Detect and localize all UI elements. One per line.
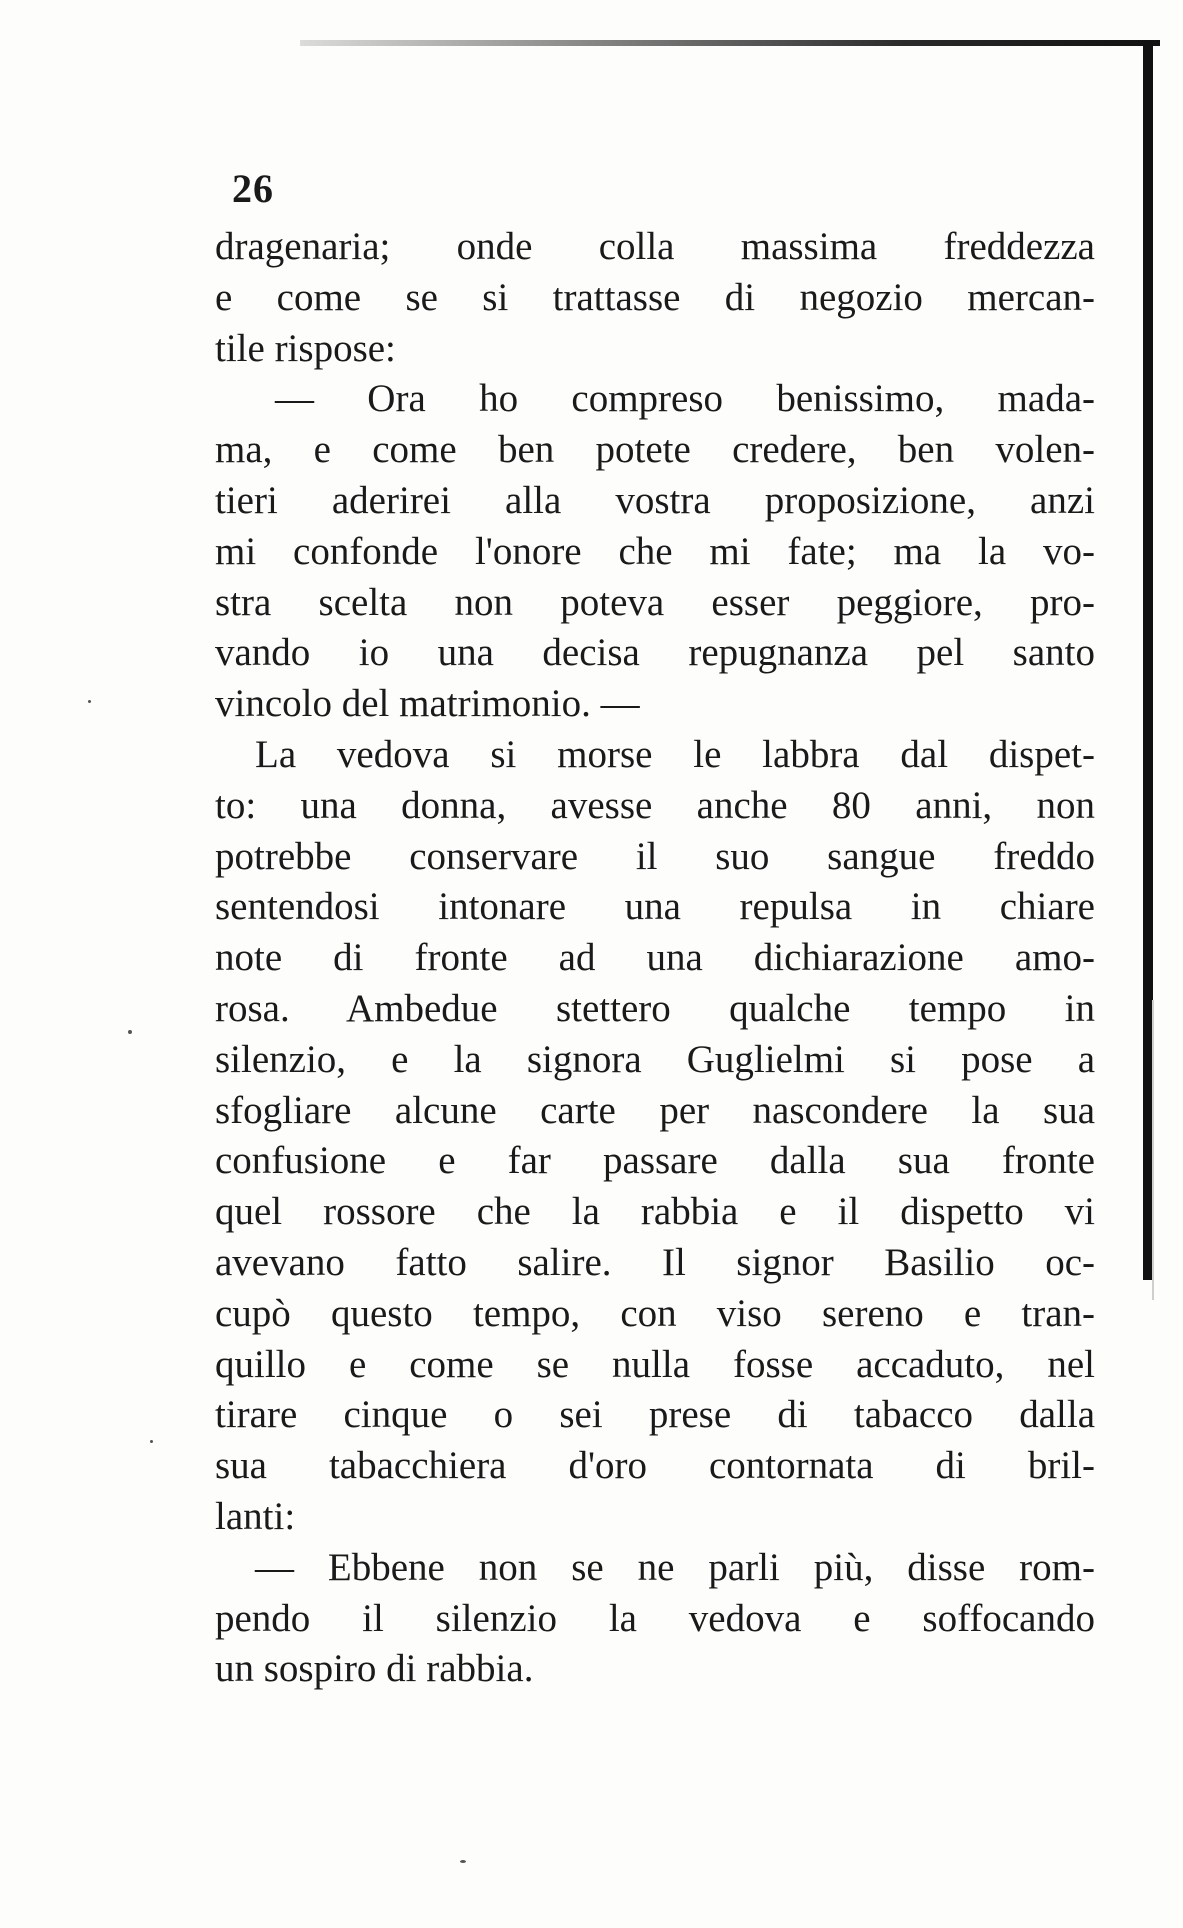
scan-speck [460,1860,466,1863]
text-line: sentendosi intonare una repulsa in chiare [215,885,1095,929]
text-line: stra scelta non poteva esser peggiore, pro- [215,580,1095,624]
text-line: lanti: [215,1494,296,1538]
text-line: avevano fatto salire. Il signor Basilio oc- [215,1240,1095,1284]
text-line: mi confonde l'onore che mi fate; ma la vo- [215,529,1095,573]
text-line: vincolo del matrimonio. — [215,682,640,726]
page-number: 26 [232,166,274,211]
text-line: pendo il silenzio la vedova e soffocando [215,1596,1095,1640]
text-line: tile rispose: [215,326,396,370]
text-line: tirare cinque o sei prese di tabacco dalla [215,1393,1095,1437]
top-border-rule [300,40,1160,46]
text-line: un sospiro di rabbia. [215,1647,534,1691]
text-line: rosa. Ambedue stettero qualche tempo in [215,986,1095,1030]
text-line: — Ora ho compreso benissimo, mada- [275,377,1095,421]
right-page-edge-shadow [1152,1000,1154,1300]
text-line: confusione e far passare dalla sua fronte [215,1139,1095,1183]
text-line: silenzio, e la signora Guglielmi si pose a [215,1037,1095,1081]
body-text [215,222,1095,1695]
text-line: quel rossore che la rabbia e il dispetto vi [215,1190,1095,1234]
text-line: cupò questo tempo, con viso sereno e tran- [215,1291,1095,1335]
text-line: ma, e come ben potete credere, ben volen- [215,428,1095,472]
scan-speck [150,1440,153,1443]
text-line: e come se si trattasse di negozio mercan- [215,275,1095,319]
text-line: sfogliare alcune carte per nascondere la sua [215,1088,1095,1132]
text-line: quillo e come se nulla fosse accaduto, nel [215,1342,1095,1386]
text-line: sua tabacchiera d'oro contornata di bril- [215,1444,1095,1488]
text-line: La vedova si morse le labbra dal dispet- [255,732,1095,776]
scan-speck [88,700,91,703]
text-line: note di fronte ad una dichiarazione amo- [215,936,1095,980]
text-line: potrebbe conservare il suo sangue freddo [215,834,1095,878]
text-line: — Ebbene non se ne parli più, disse rom- [255,1545,1095,1589]
scan-speck [128,1030,132,1034]
text-line: to: una donna, avesse anche 80 anni, non [215,783,1095,827]
text-line: dragenaria; onde colla massima freddezza [215,225,1095,268]
text-line: vando io una decisa repugnanza pel santo [215,631,1095,675]
text-line: tieri aderirei alla vostra proposizione, anzi [215,478,1095,522]
